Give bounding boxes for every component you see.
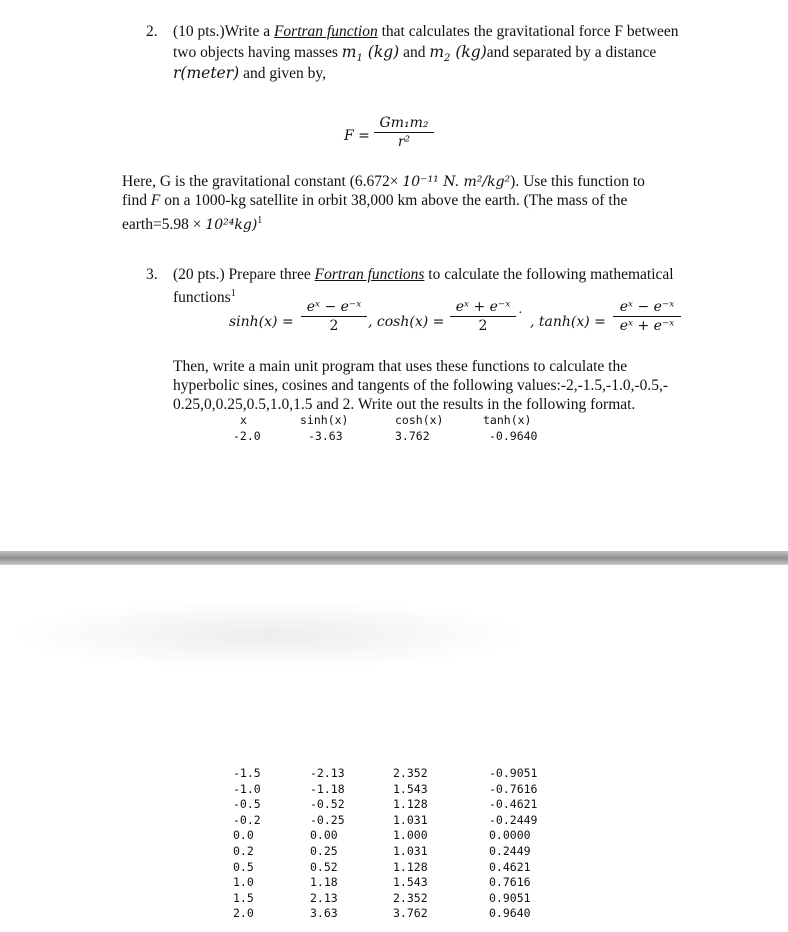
table-cell: 1.000 — [393, 828, 428, 843]
table-row — [0, 813, 788, 828]
table-cell: -0.2 — [233, 812, 261, 827]
tanh-lhs: , tanh(x) = — [530, 314, 606, 330]
q2-line2-and: and — [399, 44, 430, 61]
q2-here-line-3: earth=5.98 × 10²⁴kg)$^1$ — [122, 215, 263, 234]
q2-here-line-1: Here, G is the gravitational constant (6.672× 10⁻¹¹ N. m²/kg²). Use this function to — [122, 173, 645, 190]
table-row — [0, 797, 788, 812]
table-cell: 2.352 — [393, 766, 428, 780]
table-cell: -1.5 — [233, 766, 261, 780]
cosh-dot: · — [518, 306, 523, 321]
table-cell: -0.52 — [310, 797, 345, 812]
table-cell: -0.2449 — [489, 812, 538, 827]
table-header-row — [0, 413, 788, 429]
cosh-fraction: eˣ + e⁻ˣ 2 — [450, 299, 516, 334]
table-cell: 1.5 — [233, 890, 254, 905]
q2-line3-b: and given by, — [239, 65, 326, 82]
table-cell: 1.543 — [393, 781, 428, 796]
q2-m2: $m_2$ (kg) — [429, 43, 487, 65]
q3-then-line-1: Then, write a main unit program that uses these functions to calculate the — [173, 358, 628, 375]
page-divider — [0, 551, 788, 565]
table-cell: 0.9051 — [489, 890, 531, 905]
table-cell: 0.9640 — [489, 906, 531, 921]
table-cell: 1.543 — [393, 875, 428, 890]
table-cell: 1.128 — [393, 859, 428, 874]
q2-line1-post: that calculates the gravitational force F between — [377, 23, 679, 40]
table-cell: 0.7616 — [489, 875, 531, 890]
q2-number: 2. — [146, 23, 158, 40]
q2-r-meter: r(meter) — [173, 64, 240, 82]
header-cosh: cosh(x) — [395, 413, 444, 427]
q2-line2-a: two objects having masses — [173, 44, 342, 61]
table-cell: 3.63 — [310, 906, 338, 921]
table-row — [0, 782, 788, 797]
table-row — [0, 860, 788, 875]
sinh-lhs: sinh(x) = — [229, 314, 294, 330]
table-cell: 2.352 — [393, 890, 428, 905]
q2-here-line-2: find F on a 1000-kg satellite in orbit 38,000 km above the earth. (The mass of the — [122, 192, 628, 209]
table-row — [0, 875, 788, 890]
table-cell: 0.25 — [310, 844, 338, 858]
table-cell: 0.4621 — [489, 859, 531, 874]
table-cell: -1.18 — [310, 781, 345, 796]
table-first-row: -2.0 -3.63 3.762 -0.9640 — [233, 429, 538, 443]
table-cell: 1.031 — [393, 812, 428, 827]
table-cell: -0.5 — [233, 797, 261, 812]
table-row — [0, 828, 788, 843]
table-cell: 1.18 — [310, 875, 338, 890]
table-cell: 0.2 — [233, 844, 254, 858]
table-cell: 0.52 — [310, 859, 338, 874]
table-cell: -0.9051 — [489, 766, 538, 780]
table-row — [0, 906, 788, 921]
header-x: x — [240, 413, 247, 427]
table-cell: 1.0 — [233, 875, 254, 890]
table-cell: 0.5 — [233, 859, 254, 874]
q2-m1: $m_1$ (kg) — [341, 43, 400, 65]
q2-line-3 — [173, 64, 326, 83]
q3-then-line-3: 0.25,0,0.25,0.5,1.0,1.5 and 2. Write out the results in the following format. — [173, 396, 636, 413]
q2-fortran-function-link: Fortran function — [273, 23, 378, 40]
q2-line1-pre: (10 pts.)Write a — [173, 23, 274, 40]
q2-line2-b: and separated by a distance — [486, 44, 657, 61]
table-cell: -2.13 — [310, 766, 345, 780]
table-cell: 2.13 — [310, 890, 338, 905]
q2-formula-numerator: Gm₁m₂ — [379, 115, 429, 131]
table-cell: -0.25 — [310, 812, 345, 827]
table-cell: 0.00 — [310, 828, 338, 843]
cosh-lhs: , cosh(x) = — [368, 314, 445, 330]
table-cell: 0.2449 — [489, 844, 531, 858]
q2-formula-fraction — [374, 115, 434, 150]
table-cell: 2.0 — [233, 906, 254, 921]
q2-formula-denominator: r² — [397, 134, 411, 150]
q3-line-1: (20 pts.) Prepare three Fortran functions to calculate the following mathematical — [173, 266, 674, 283]
scan-smear — [10, 600, 530, 670]
table-cell: 3.762 — [393, 906, 428, 921]
header-tanh: tanh(x) — [483, 413, 532, 427]
table-row — [0, 844, 788, 859]
table-row — [0, 766, 788, 781]
q3-fortran-functions-link: Fortran functions — [314, 266, 425, 283]
q3-then-line-2: hyperbolic sines, cosines and tangents of the following values:-2,-1.5,-1.0,-0.5,- — [173, 377, 669, 394]
table-cell: -1.0 — [233, 781, 261, 796]
tanh-fraction: eˣ − e⁻ˣ eˣ + e⁻ˣ — [613, 299, 681, 334]
table-cell: 1.031 — [393, 844, 428, 858]
q2-formula-lhs: F = — [344, 128, 370, 144]
q2-line-1 — [173, 22, 679, 41]
table-row — [0, 891, 788, 906]
table-cell: -0.4621 — [489, 797, 538, 812]
fraction-bar — [374, 132, 434, 133]
table-cell: -0.7616 — [489, 781, 538, 796]
sinh-fraction: eˣ − e⁻ˣ 2 — [301, 299, 367, 334]
table-cell: 0.0 — [233, 828, 254, 843]
header-sinh: sinh(x) — [300, 413, 349, 427]
table-cell: 1.128 — [393, 797, 428, 812]
table-cell: 0.0000 — [489, 828, 531, 843]
q3-line-2: functions$^1$ — [173, 288, 236, 307]
q3-number: 3. — [146, 266, 158, 283]
